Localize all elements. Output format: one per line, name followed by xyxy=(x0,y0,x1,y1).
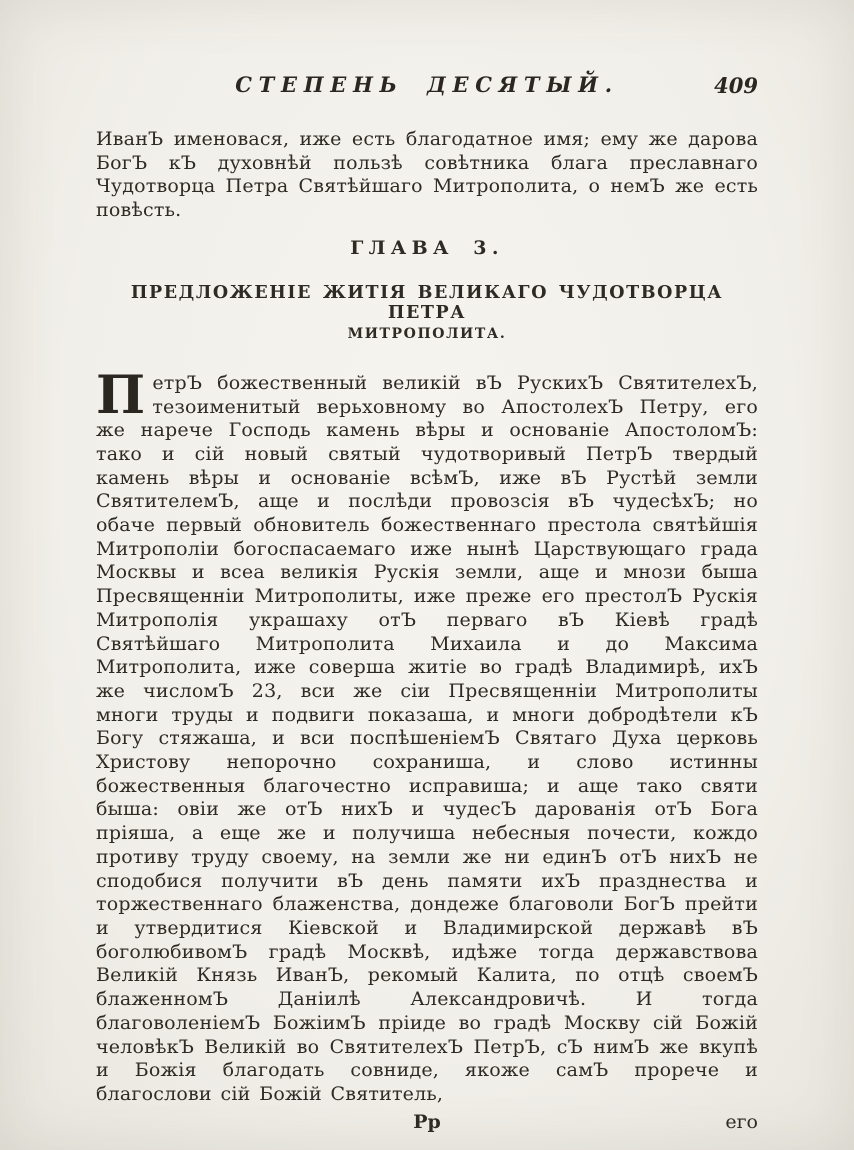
signature-mark: Рр xyxy=(413,1110,441,1133)
footer-row xyxy=(96,1111,758,1137)
section-title xyxy=(96,283,758,342)
text-block xyxy=(96,128,758,1107)
body-paragraph xyxy=(96,364,758,1107)
chapter-heading: ГЛАВА 3. xyxy=(350,236,504,259)
intro-paragraph: ИванЪ именовася, иже есть благодатное имя; ему же дарова БогЪ кЪ духовнѣй пользѣ совѣтника блага преславнаго Чудотворца Петра Святѣйшаго Митрополита, о немЪ же есть повѣсть. xyxy=(96,128,758,222)
running-head: СТЕПЕНЬ ДЕСЯТЫЙ. xyxy=(235,72,619,97)
page-number: 409 xyxy=(714,73,758,98)
section-title-line1: ПРЕДЛОЖЕНІЕ ЖИТІЯ ВЕЛИКАГО ЧУДОТВОРЦА ПЕТРА xyxy=(130,282,724,323)
body-text: етрЪ божественный великій вЪ РускихЪ СвятителехЪ, тезоименитый верьховному во АпостолехЪ Петру, его же нарече Господь камень вѣры и основаніе АпостоломЪ: тако и сій новый святый чудотворивый ПетрЪ твердый камень вѣры и основаніе всѣмЪ, иже вЪ Рустѣй земли СвятителемЪ, аще и послѣди провозсія вЪ чудесѣхЪ; но обаче первый обновитель божественнаго престола святѣйшія Митрополіи богоспасаемаго иже нынѣ Царствующаго града Москвы и всеа великія Рускія земли, аще и мнози быша Пресвященніи Митрополиты, иже преже его престолЪ Рускія Митрополія украшаху отЪ перваго вЪ Кіевѣ градѣ Святѣйшаго Митрополита Михаила и до Максима Митрополита, иже соверша житіе во градѣ Владимирѣ, ихЪ же числомЪ 23, вси же сіи Пресвященніи Митрополиты многи труды и подвиги показаша, и многи добродѣтели кЪ Богу стяжаша, и вси поспѣшеніемЪ Святаго Духа церковь Христову непорочно сохраниша, и слово истинны божественныя благочестно исправиша; и аще тако святи быша: овіи же отЪ нихЪ и чудесЪ дарованія отЪ Бога пріяша, а еще же и получиша небесныя почести, кождо противу труду своему, на земли же ни единЪ отЪ нихЪ не сподобися получити вЪ день памяти ихЪ празднества и торжественнаго блаженства, дондеже благоволи БогЪ прейти и утвердитися Кіевской и Владимирской державѣ вЪ боголюбивомЪ градѣ Москвѣ, идѣже тогда державствова Великій Князь ИванЪ, рекомый Калита, по отцѣ своемЪ блаженномЪ Даніилѣ Александровичѣ. И тогда благоволеніемЪ БожіимЪ пріиде во градѣ Москву сій Божій человѣкЪ Великій во СвятителехЪ ПетрЪ, сЪ нимЪ же вкупѣ и Божія благодать совниде, якоже самЪ прорече и благослови сій Божій Святитель, xyxy=(96,371,758,1105)
section-title-line2: МИТРОПОЛИТА. xyxy=(347,325,507,342)
running-head-row xyxy=(96,72,758,102)
catchword: его xyxy=(725,1110,758,1133)
drop-cap: П xyxy=(96,364,146,426)
